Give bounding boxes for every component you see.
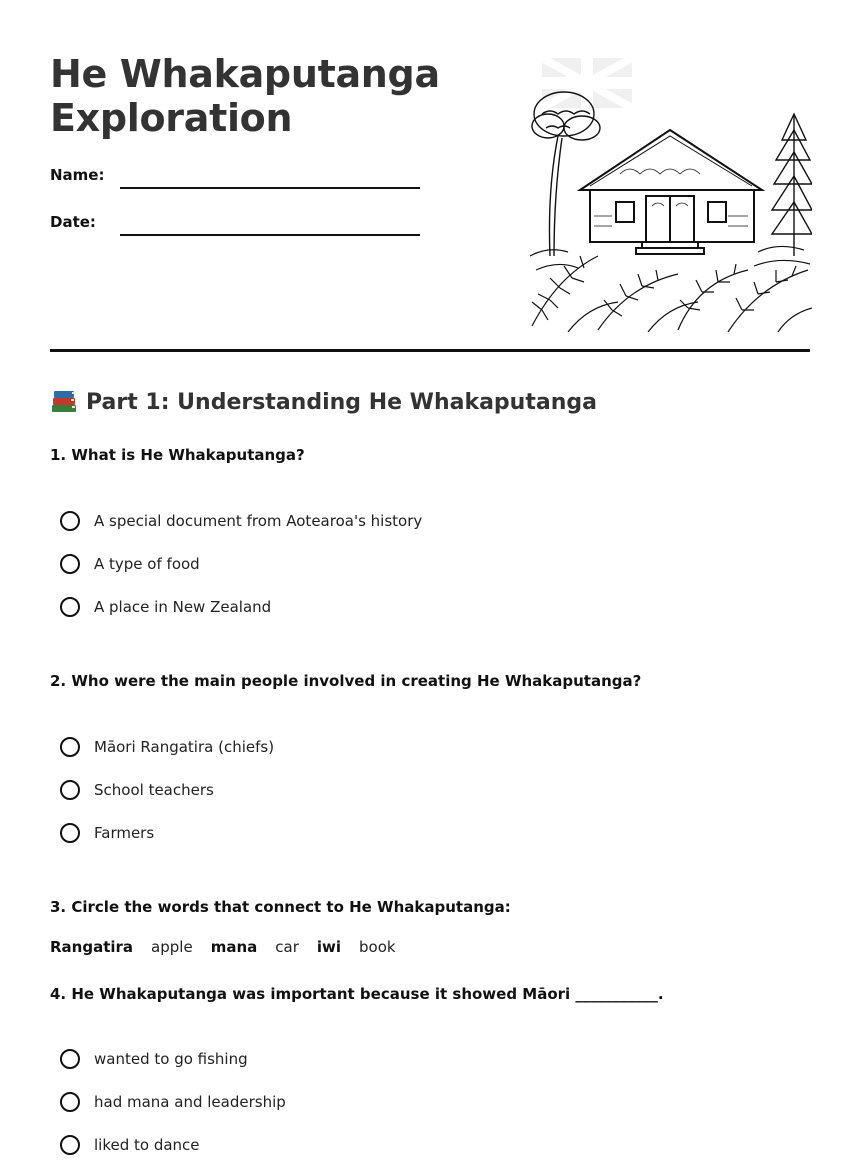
section-heading-part1 <box>50 389 597 415</box>
question-2: 2. Who were the main people involved in creating He Whakaputanga? <box>50 672 642 690</box>
worksheet-title: He Whakaputanga Exploration <box>50 52 440 140</box>
option-label: Māori Rangatira (chiefs) <box>94 738 275 756</box>
option-label: liked to dance <box>94 1136 200 1154</box>
option-label: A type of food <box>94 555 200 573</box>
word-item[interactable]: apple <box>151 938 193 956</box>
radio-button[interactable] <box>60 1049 80 1069</box>
radio-button[interactable] <box>60 737 80 757</box>
q4-option-1[interactable] <box>60 1049 248 1069</box>
radio-button[interactable] <box>60 1135 80 1155</box>
option-label: A place in New Zealand <box>94 598 272 616</box>
question-3: 3. Circle the words that connect to He Whakaputanga: <box>50 898 511 916</box>
radio-button[interactable] <box>60 780 80 800</box>
radio-button[interactable] <box>60 823 80 843</box>
q1-option-1[interactable] <box>60 511 422 531</box>
option-label: Farmers <box>94 824 155 842</box>
wharenui-illustration <box>528 56 812 332</box>
word-item[interactable]: book <box>359 938 396 956</box>
word-item[interactable]: Rangatira <box>50 938 134 956</box>
q4-option-2[interactable] <box>60 1092 286 1112</box>
q2-option-3[interactable] <box>60 823 154 843</box>
q1-option-3[interactable] <box>60 597 271 617</box>
option-label: wanted to go fishing <box>94 1050 248 1068</box>
date-field-line[interactable] <box>120 234 420 236</box>
q4-option-3[interactable] <box>60 1135 200 1155</box>
books-icon <box>50 389 78 415</box>
q2-option-1[interactable] <box>60 737 274 757</box>
name-label: Name: <box>50 166 105 184</box>
word-bank <box>50 938 396 956</box>
word-item[interactable]: iwi <box>316 938 341 956</box>
section-title: Part 1: Understanding He Whakaputanga <box>86 389 597 415</box>
option-label: had mana and leadership <box>94 1093 286 1111</box>
radio-button[interactable] <box>60 511 80 531</box>
name-field-line[interactable] <box>120 187 420 189</box>
date-label: Date: <box>50 213 96 231</box>
radio-button[interactable] <box>60 597 80 617</box>
word-item[interactable]: car <box>275 938 299 956</box>
option-label: School teachers <box>94 781 214 799</box>
question-4: 4. He Whakaputanga was important because it showed Māori ___________. <box>50 985 664 1003</box>
question-1: 1. What is He Whakaputanga? <box>50 446 305 464</box>
radio-button[interactable] <box>60 554 80 574</box>
q1-option-2[interactable] <box>60 554 200 574</box>
radio-button[interactable] <box>60 1092 80 1112</box>
q2-option-2[interactable] <box>60 780 214 800</box>
word-item[interactable]: mana <box>210 938 258 956</box>
header-divider <box>50 349 810 352</box>
option-label: A special document from Aotearoa's history <box>94 512 423 530</box>
